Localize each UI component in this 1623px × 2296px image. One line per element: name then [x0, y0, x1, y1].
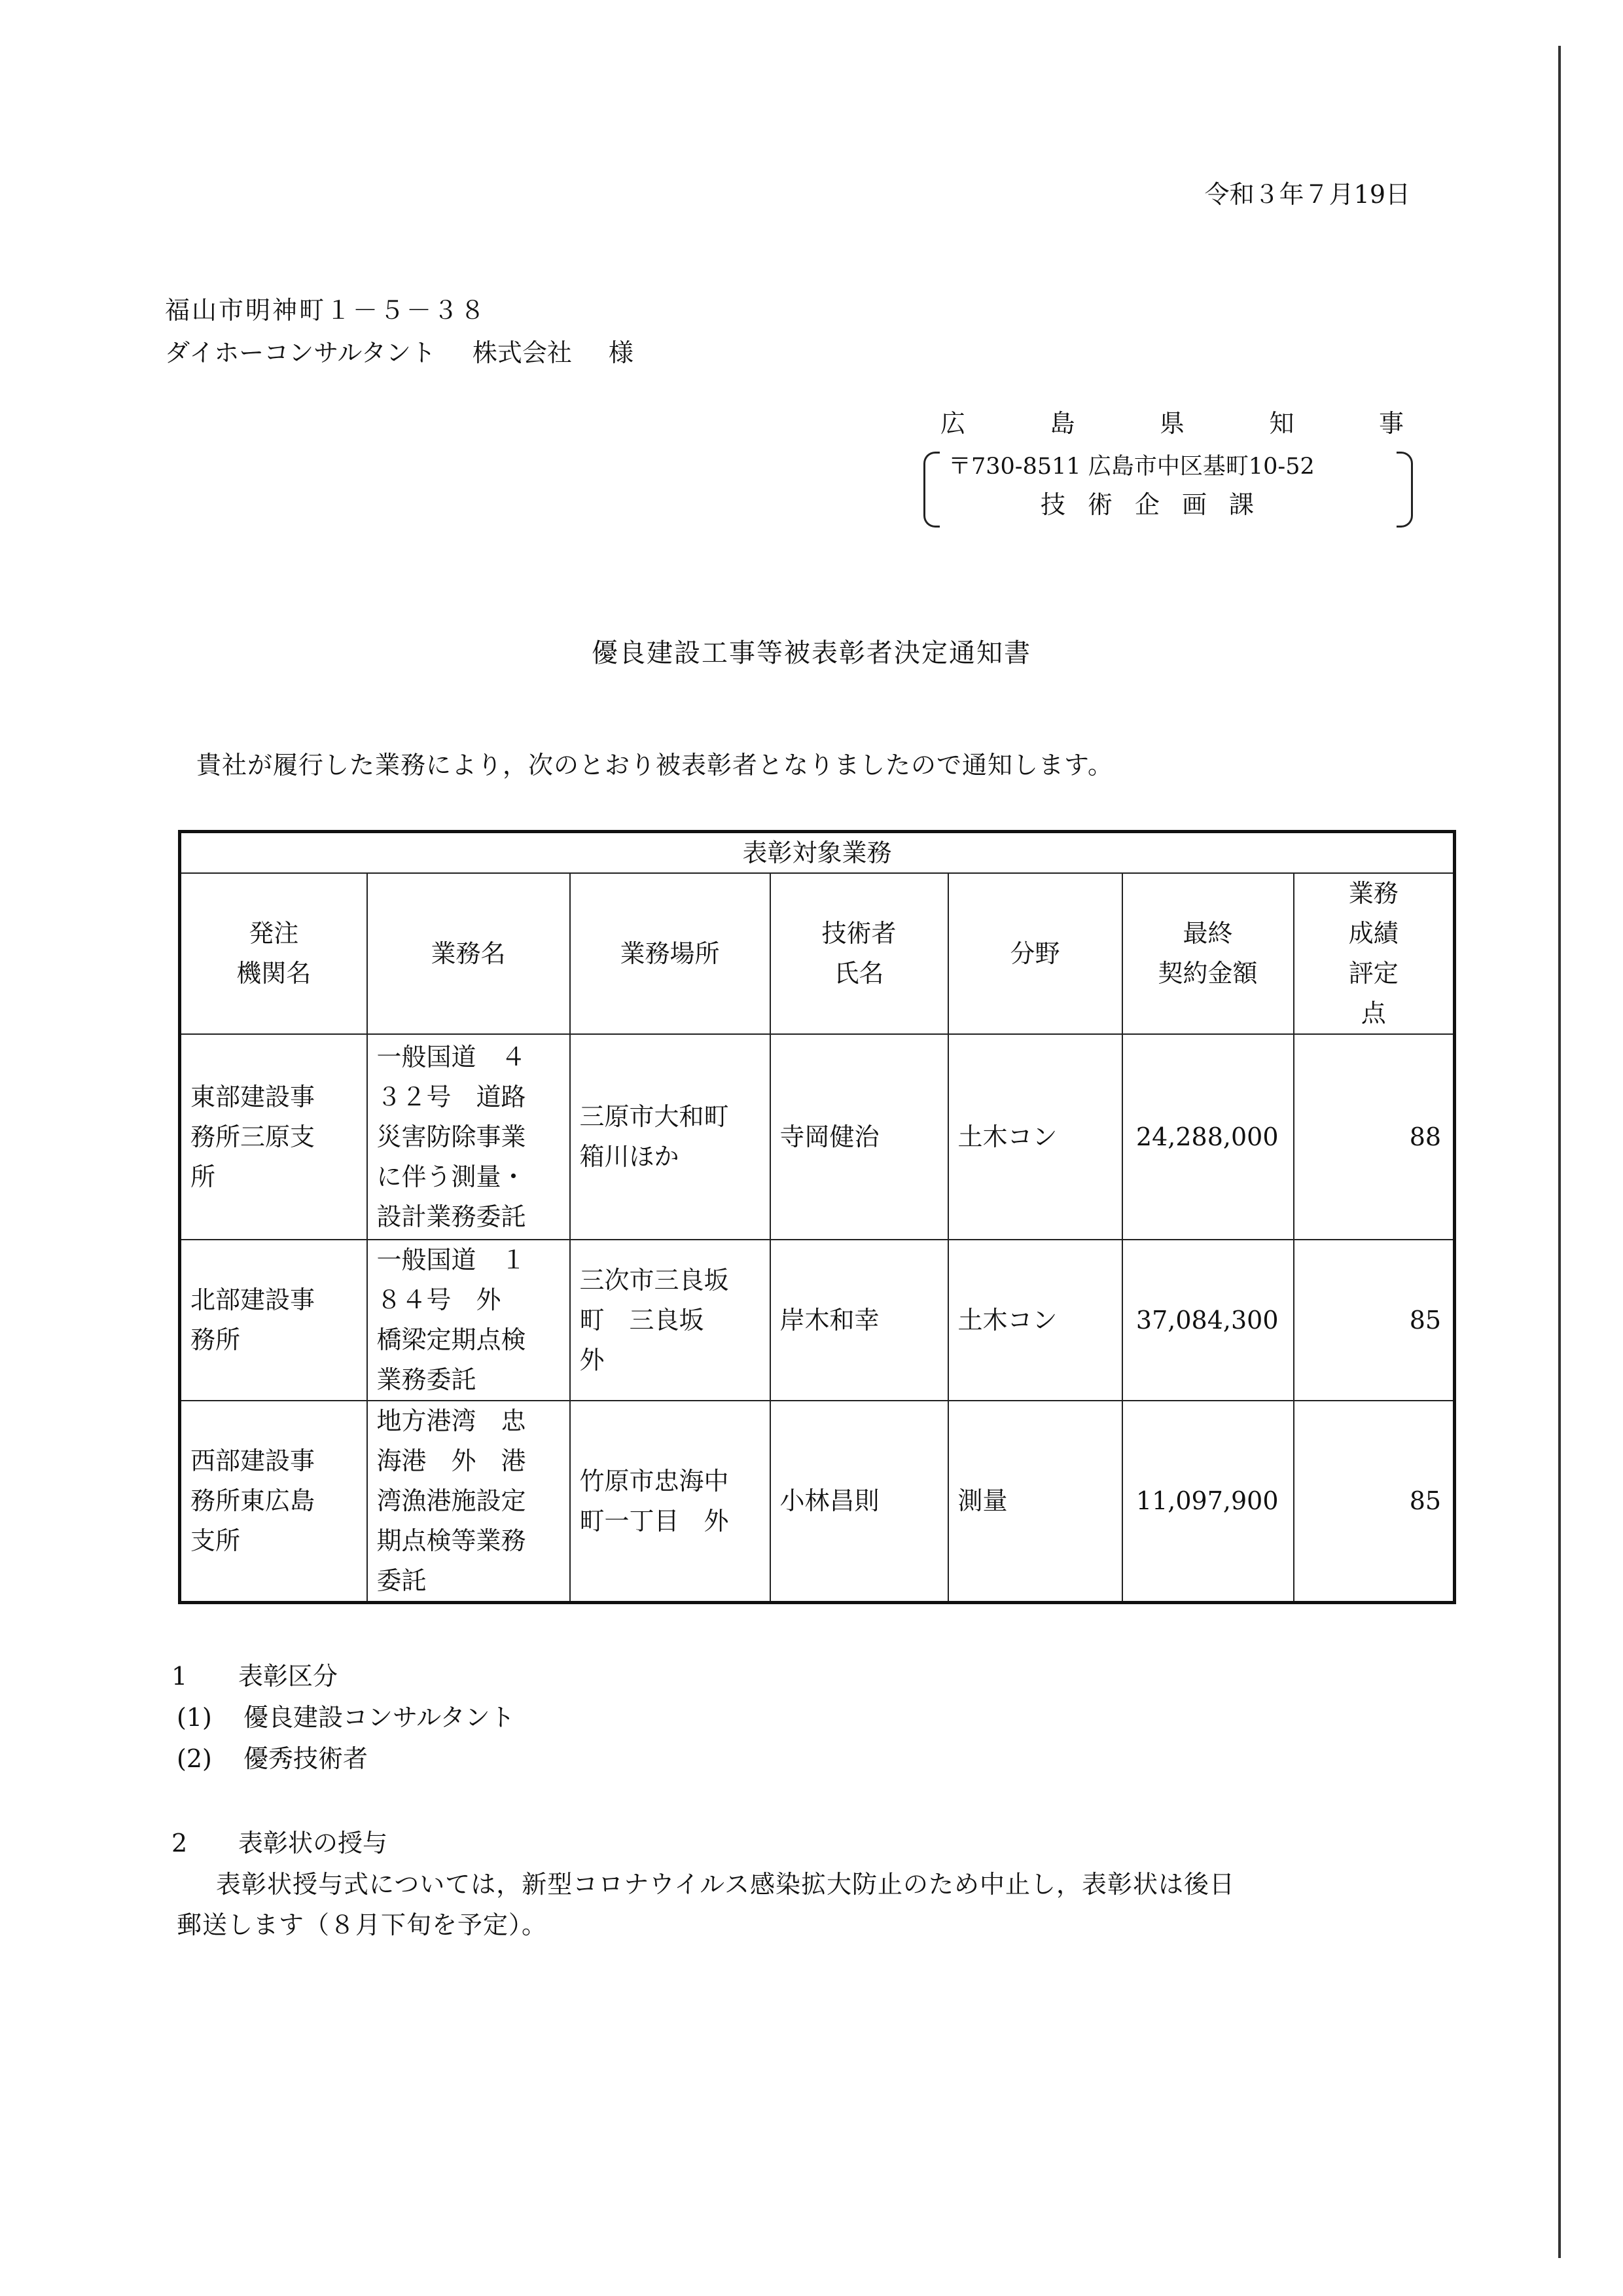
cell-score: 85: [1294, 1240, 1455, 1401]
header-work-name: 業務名: [367, 873, 570, 1034]
scan-edge-line: [1558, 46, 1561, 2258]
cell-engineer: 小林昌則: [770, 1401, 948, 1603]
cell-score: 85: [1294, 1401, 1455, 1603]
right-bracket: [1397, 452, 1413, 528]
section1-heading: [171, 1664, 338, 1689]
recipient-honorific: 様: [608, 338, 633, 367]
document-title: 優良建設工事等被表彰者決定通知書: [592, 638, 1031, 668]
table-row: [180, 1240, 1455, 1401]
header-field: 分野: [948, 873, 1122, 1034]
section2-body-line1: 表彰状授与式については，新型コロナウイルス感染拡大防止のため中止し，表彰状は後日: [216, 1870, 1235, 1899]
cell-engineer: 岸木和幸: [770, 1240, 948, 1401]
header-agency: 発注 機関名: [180, 873, 367, 1034]
section1-number: 1: [171, 1662, 188, 1691]
cell-agency: 西部建設事 務所東広島 支所: [180, 1401, 367, 1603]
section1-item: [177, 1705, 515, 1730]
section1-item-label: (1): [177, 1703, 212, 1732]
section1-item: [177, 1746, 368, 1771]
table-row: [180, 1034, 1455, 1240]
issuer-title-char: 事: [1378, 409, 1404, 438]
section2-title: 表彰状の授与: [238, 1829, 388, 1857]
table-row: [180, 1401, 1455, 1603]
recipient-address: 福山市明神町１－５－３８: [165, 296, 488, 325]
table-header-row: [180, 873, 1455, 1034]
cell-score: 88: [1294, 1034, 1455, 1240]
award-table: [178, 830, 1456, 1604]
header-work-place: 業務場所: [570, 873, 770, 1034]
section2-heading: [171, 1831, 387, 1856]
issuer-contact: [926, 452, 1410, 524]
header-engineer: 技術者 氏名: [770, 873, 948, 1034]
section1-item-text: 優良建設コンサルタント: [243, 1703, 515, 1732]
cell-amount: 37,084,300: [1122, 1240, 1294, 1401]
cell-field: 土木コン: [948, 1034, 1122, 1240]
left-bracket: [923, 452, 940, 528]
table-caption: 表彰対象業務: [180, 832, 1455, 874]
cell-work-place: 竹原市忠海中 町一丁目 外: [570, 1401, 770, 1603]
section2-number: 2: [171, 1829, 188, 1857]
issuer-title-char: 広: [940, 409, 966, 438]
header-score: 業務 成績 評定 点: [1294, 873, 1455, 1034]
cell-agency: 東部建設事 務所三原支 所: [180, 1034, 367, 1240]
section2-body-line2: 郵送します（８月下旬を予定）。: [177, 1910, 548, 1939]
section1-item-text: 優秀技術者: [243, 1744, 368, 1773]
issuer-title-char: 島: [1050, 409, 1075, 438]
cell-work-name: 地方港湾 忠 海港 外 港 湾漁港施設定 期点検等業務 委託: [367, 1401, 570, 1603]
recipient-company: ダイホーコンサルタント: [165, 338, 436, 367]
cell-agency: 北部建設事 務所: [180, 1240, 367, 1401]
document-date: 令和３年７月19日: [1204, 180, 1410, 209]
issuer-block: [926, 411, 1410, 524]
intro-text: 貴社が履行した業務により，次のとおり被表彰者となりましたので通知します。: [196, 751, 1113, 780]
cell-work-name: 一般国道 １ ８４号 外 橋梁定期点検 業務委託: [367, 1240, 570, 1401]
cell-field: 土木コン: [948, 1240, 1122, 1401]
section1-title: 表彰区分: [238, 1662, 338, 1691]
issuer-title: [926, 411, 1410, 436]
cell-work-name: 一般国道 ４ ３２号 道路 災害防除事業 に伴う測量・ 設計業務委託: [367, 1034, 570, 1240]
cell-work-place: 三次市三良坂 町 三良坂 外: [570, 1240, 770, 1401]
issuer-postal-address: 〒730-8511 広島市中区基町10-52: [948, 454, 1315, 480]
recipient-company-type: 株式会社: [472, 338, 572, 367]
issuer-title-char: 知: [1269, 409, 1294, 438]
cell-amount: 11,097,900: [1122, 1401, 1294, 1603]
cell-work-place: 三原市大和町 箱川ほか: [570, 1034, 770, 1240]
section1-item-label: (2): [177, 1744, 212, 1773]
issuer-title-char: 県: [1159, 409, 1185, 438]
cell-amount: 24,288,000: [1122, 1034, 1294, 1240]
cell-engineer: 寺岡健治: [770, 1034, 948, 1240]
header-amount: 最終 契約金額: [1122, 873, 1294, 1034]
cell-field: 測量: [948, 1401, 1122, 1603]
issuer-department: 技術企画課: [1041, 490, 1277, 519]
recipient-name: [165, 340, 633, 365]
